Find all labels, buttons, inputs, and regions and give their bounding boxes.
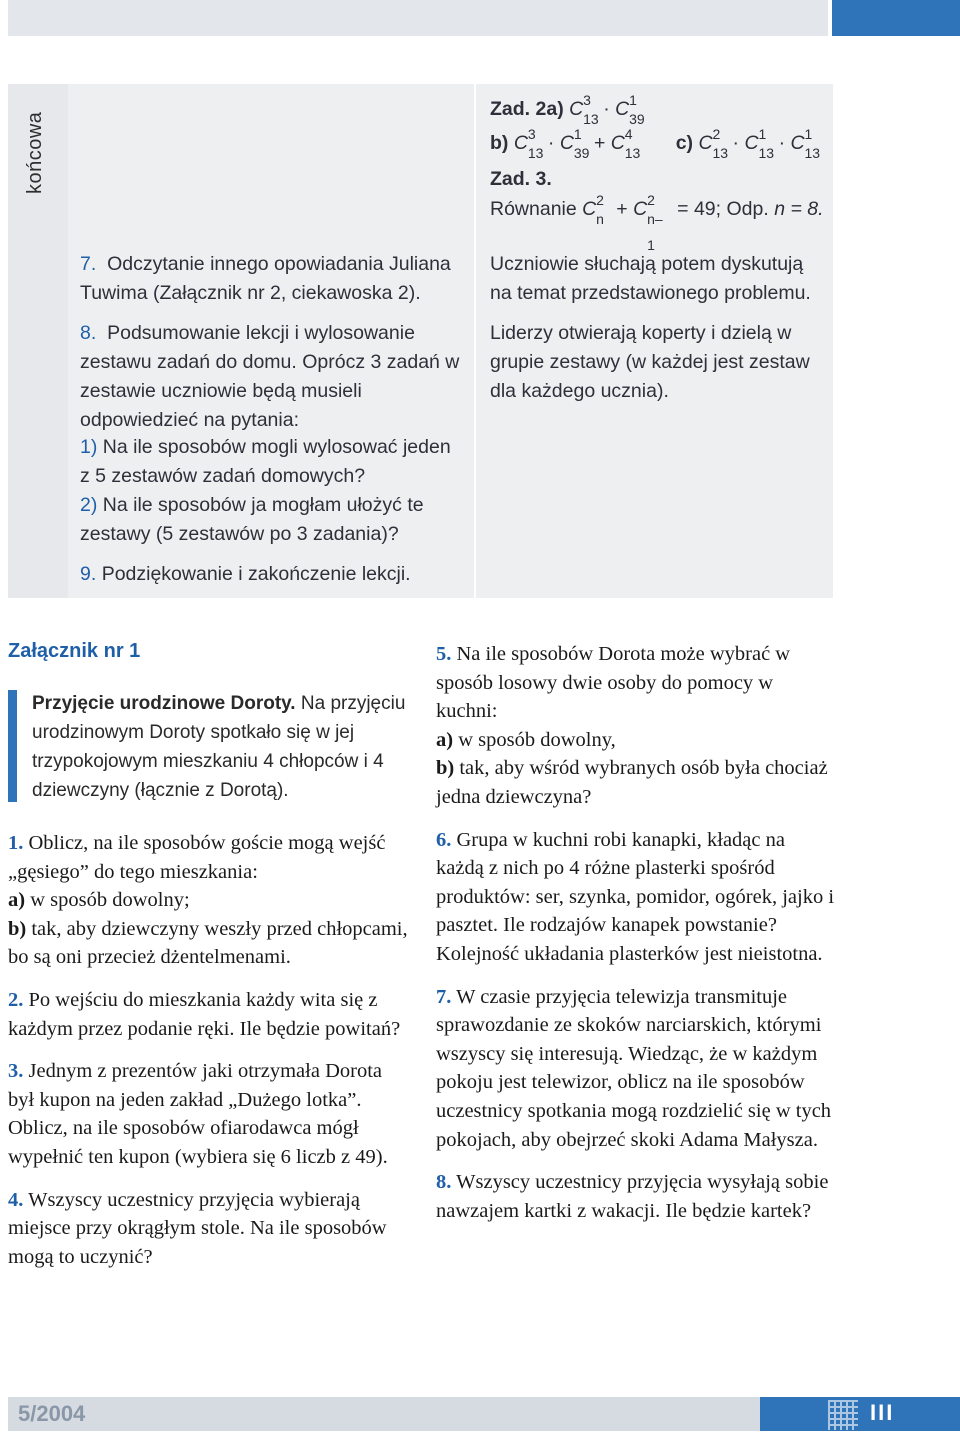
issue-number: 5/2004 [18,1401,86,1426]
item-text: Podziękowanie i zakończenie lekcji. [101,563,411,585]
item-number: 7. [80,253,97,275]
item-number: 8. [80,322,97,344]
task-8: 8. Wszyscy uczestnicy przyjęcia wysyłają sobie nawzajem kartki z wakacji. Ile będzie kartek? [436,1171,829,1222]
item-number: 2) [80,494,98,516]
intro-heading: Przyjęcie urodzinowe Doroty. [32,693,296,714]
task-6: 6. Grupa w kuchni robi kanapki, kładąc na każdą z nich po 4 różne plasterki spośród produktów: ser, szynka, pomidor, ogórek, jajko i pasztet. Ile rodzajów kanapek powstanie? Kolejność układania plasterków jest nieistotna. [436,828,835,965]
equation: Równanie C 2 n + C 2 n–1 = 49; Odp. n = 8. [490,192,824,253]
equation-tail: = 49; Odp. [677,198,769,220]
column-divider [474,84,476,598]
right-note-2: Liderzy otwierają koperty i dzielą w grupie zestawy (w każdej jest zestaw dla każdego ucznia). [490,322,810,402]
lesson-item-7 [80,250,464,308]
item-number: 9. [80,563,97,585]
intro-text: Na przyjęciu urodzinowym Doroty spotkało się w jej trzypokojowym mieszkaniu 4 chłopców i 4 dziewczyny (łącznie z Dorotą). [32,693,406,801]
top-bar [8,0,828,36]
task-1: 1. Oblicz, na ile sposobów goście mogą wejść „gęsiego” do tego mieszkania: a) w sposób dowolny; b) tak, aby dziewczyny weszły przed chłopcami, bo są oni przecież dżentelmenami. [8,832,408,969]
task-5: 5. Na ile sposobów Dorota może wybrać w sposób losowy dwie osoby do pomocy w kuchni: a) w sposób dowolny, b) tak, aby wśród wybranych osób była chociaż jedna dziewczyna? [436,643,828,808]
zad2a-label: Zad. 2a) [490,98,564,120]
equation-label: Równanie [490,198,577,220]
intro-accent-bar [8,690,17,802]
answer-zad2bc: b) C 3 13 · C 1 39 + C 4 13 c) C 2 13 · C 1 13 · C 1 13 [490,126,821,161]
side-label: końcowa [24,111,46,194]
item-text: Odczytanie innego opowiadania Juliana Tuwima (Załącznik nr 2, ciekawoska 2). [80,253,451,304]
page-number: III [870,1400,895,1425]
zad2b-label: b) [490,132,509,154]
zad3-label: Zad. 3. [490,168,552,190]
item-number: 1) [80,436,98,458]
lesson-item-9 [80,560,464,589]
answer-zad2a: Zad. 2a) C 3 13 · C 1 39 [490,92,645,127]
right-note-1: Uczniowie słuchają potem dyskutują na temat przedstawionego problemu. [490,253,811,304]
task-2: 2. Po wejściu do mieszkania każdy wita się z każdym przez podanie ręki. Ile będzie powitań? [8,988,401,1040]
item-text: Podsumowanie lekcji i wylosowanie zestawu zadań do domu. Oprócz 3 zadań w zestawie uczniowie będą musieli odpowiedzieć na pytania: [80,322,460,431]
task-4: 4. Wszyscy uczestnicy przyjęcia wybierają miejsce przy okrągłym stole. Na ile sposobów mogą to uczynić? [8,1188,387,1268]
item-text: Na ile sposobów ja mogłam ułożyć te zestawy (5 zestawów po 3 zadania)? [80,494,424,545]
appendix-intro [32,689,412,805]
zad2c-label: c) [675,132,694,154]
math-answers [490,92,830,253]
item-text: Na ile sposobów mogli wylosować jeden z 5 zestawów zadań domowych? [80,436,451,487]
equation-answer: n = 8. [774,198,824,220]
top-bar-accent [832,0,960,36]
lesson-item-8 [80,319,464,435]
footer-grid-icon [828,1400,858,1430]
question-2 [80,491,464,549]
appendix-title: Załącznik nr 1 [8,640,141,662]
task-7: 7. W czasie przyjęcia telewizja transmituje sprawozdanie ze skoków narciarskich, którymi wszyscy się interesują. Wiedząc, że w każdym pokoju jest telewizor, oblicz na ile sposobów uczestnicy spotkania mogą rozdzielić się w tych pokojach, aby obejrzeć skoki Adama Małysza. [436,985,832,1151]
tasks-right [436,640,836,1239]
task-3: 3. Jednym z prezentów jaki otrzymała Dorota był kupon na jeden zakład „Dużego lotka”. Oblicz, na ile sposobów ofiarodawca mógł wypełnić ten kupon (wybiera się 6 liczb z 49). [8,1060,388,1168]
question-1 [80,433,464,491]
footer-accent [760,1397,960,1431]
tasks-left [8,829,408,1285]
